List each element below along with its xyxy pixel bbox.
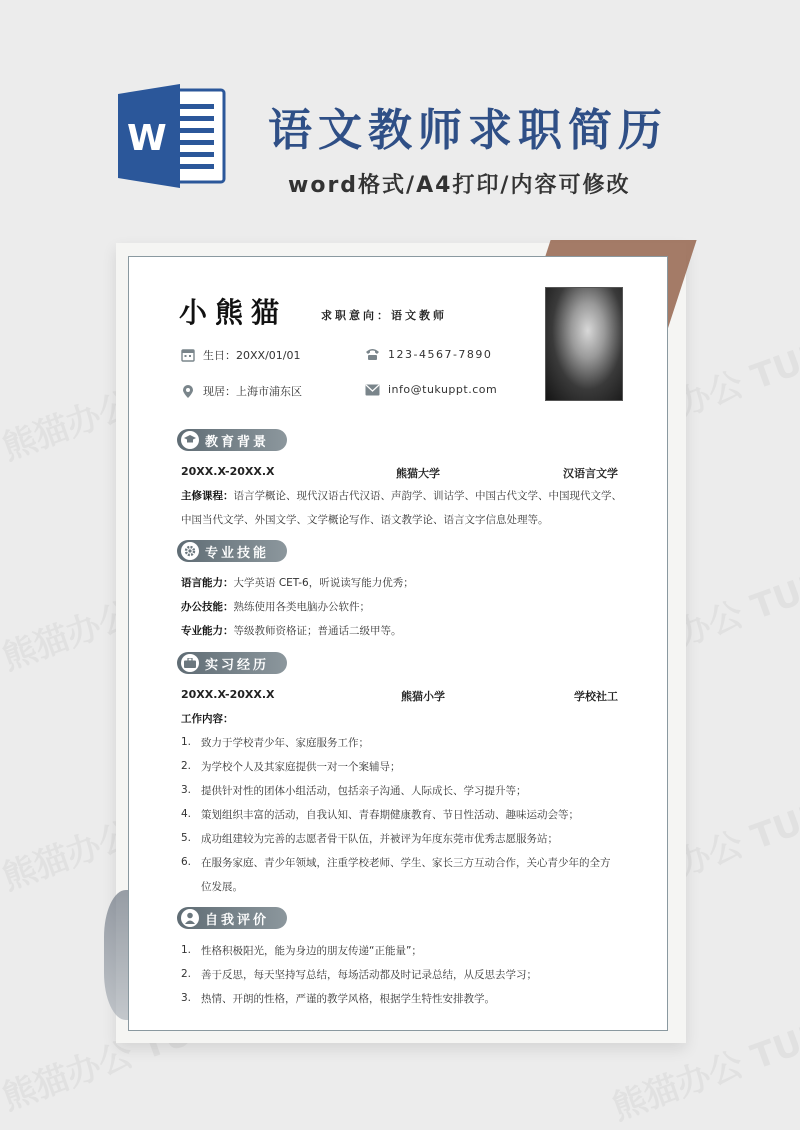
info-email xyxy=(365,383,497,396)
list-number: 3. xyxy=(181,784,192,796)
list-number: 1. xyxy=(181,736,192,748)
courses-label: 主修课程： xyxy=(181,490,234,502)
courses-line xyxy=(181,489,626,503)
education-major: 汉语言文学 xyxy=(563,467,618,480)
list-item: 策划组织丰富的活动，自我认知、青春期健康教育、节日性活动、趣味运动会等； xyxy=(201,809,579,821)
skill-label: 办公技能： xyxy=(181,601,234,613)
list-number: 1. xyxy=(181,944,192,956)
info-address xyxy=(181,383,302,399)
section-title: 实习经历 xyxy=(205,657,270,673)
skill-label: 语言能力： xyxy=(181,577,234,589)
address-text: 现居：上海市浦东区 xyxy=(203,385,302,398)
internship-role: 学校社工 xyxy=(574,690,618,703)
list-item: 性格积极阳光，能为身边的朋友传递“正能量”； xyxy=(201,945,422,957)
list-item: 为学校个人及其家庭提供一对一个案辅导； xyxy=(201,761,401,773)
svg-text:W: W xyxy=(127,118,167,159)
skill-label: 专业能力： xyxy=(181,625,234,637)
section-title: 自我评价 xyxy=(205,912,270,928)
briefcase-icon xyxy=(181,654,199,672)
person-icon xyxy=(181,909,199,927)
internship-org: 熊猫小学 xyxy=(401,690,445,703)
internship-date: 20XX.X-20XX.X xyxy=(181,688,275,701)
skill-text: 熟练使用各类电脑办公软件； xyxy=(233,601,370,613)
phone-icon xyxy=(365,347,380,361)
list-number: 3. xyxy=(181,992,192,1004)
skill-item xyxy=(181,624,626,638)
section-self-evaluation xyxy=(177,907,287,929)
list-item: 成功组建较为完善的志愿者骨干队伍，并被评为年度东莞市优秀志愿服务站； xyxy=(201,833,558,845)
skill-item xyxy=(181,600,626,614)
education-date: 20XX.X-20XX.X xyxy=(181,465,275,478)
gear-icon xyxy=(181,542,199,560)
banner-subtitle: word格式/A4打印/内容可修改 xyxy=(288,173,631,198)
skill-item xyxy=(181,576,626,590)
work-label: 工作内容： xyxy=(181,713,234,725)
courses-line-2: 中国当代文学、外国文学、文学概论写作、语文教学论、语言文字信息处理等。 xyxy=(181,514,549,526)
list-number: 5. xyxy=(181,832,192,844)
resume-name: 小熊猫 xyxy=(179,296,288,329)
profile-photo xyxy=(545,287,623,401)
skill-text: 等级教师资格证；普通话二级甲等。 xyxy=(233,625,402,637)
birth-text: 生日：20XX/01/01 xyxy=(203,349,301,362)
list-number: 4. xyxy=(181,808,192,820)
email-text: info@tukuppt.com xyxy=(388,383,498,396)
phone-text: 123-4567-7890 xyxy=(388,347,493,361)
list-item: 位发展。 xyxy=(201,881,243,893)
list-number: 6. xyxy=(181,856,192,868)
section-title: 专业技能 xyxy=(205,545,270,561)
list-item: 致力于学校青少年、家庭服务工作； xyxy=(201,737,369,749)
resume-page xyxy=(128,256,668,1031)
list-item: 在服务家庭、青少年领域，注重学校老师、学生、家长三方互动合作，关心青少年的全方 xyxy=(201,857,611,869)
list-item: 提供针对性的团体小组活动，包括亲子沟通、人际成长、学习提升等； xyxy=(201,785,527,797)
graduation-cap-icon xyxy=(181,431,199,449)
info-birth xyxy=(181,347,300,363)
location-icon xyxy=(181,384,195,399)
mail-icon xyxy=(365,384,380,396)
section-title: 教育背景 xyxy=(205,434,270,450)
section-internship xyxy=(177,652,287,674)
list-item: 热情、开朗的性格，严谨的教学风格，根据学生特性安排教学。 xyxy=(201,993,495,1005)
calendar-icon xyxy=(181,348,195,362)
section-skills xyxy=(177,540,287,562)
word-icon xyxy=(118,84,228,188)
education-school: 熊猫大学 xyxy=(396,467,440,480)
skill-text: 大学英语 CET-6，听说读写能力优秀； xyxy=(233,577,414,589)
list-number: 2. xyxy=(181,968,192,980)
section-education xyxy=(177,429,287,451)
job-intent: 求职意向：语文教师 xyxy=(321,309,447,322)
list-number: 2. xyxy=(181,760,192,772)
banner-title: 语文教师求职简历 xyxy=(268,105,668,156)
list-item: 善于反思，每天坚持写总结，每场活动都及时记录总结，从反思去学习； xyxy=(201,969,537,981)
courses-text: 语言学概论、现代汉语古代汉语、声韵学、训诂学、中国古代文学、中国现代文学、 xyxy=(233,490,622,502)
info-phone xyxy=(365,347,492,361)
